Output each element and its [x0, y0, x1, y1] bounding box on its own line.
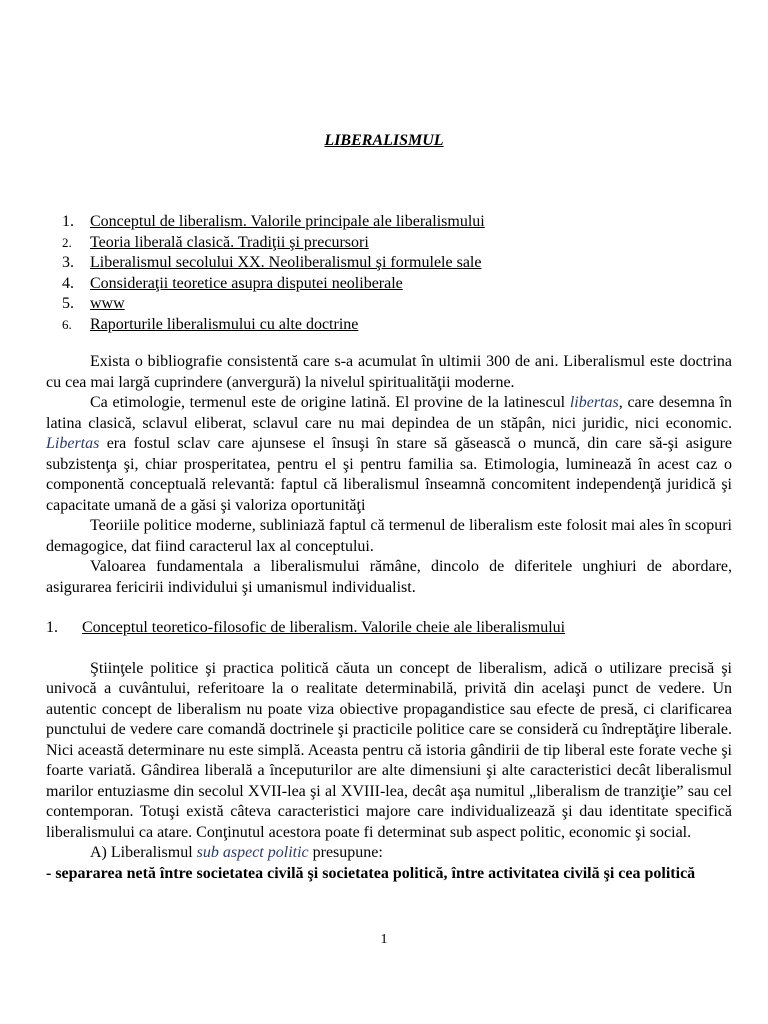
subsection-a	[46, 843, 732, 864]
document-title: LIBERALISMUL	[324, 132, 444, 149]
toc-number: 3.	[62, 254, 74, 272]
toc-item[interactable]	[62, 212, 742, 233]
text-run: , care desemna în latina clasică, sclavul eliberat, sclavul care nu mai depindea de un stăpân, nici juridic, nici economic.	[46, 394, 732, 432]
italic-term: libertas	[569, 394, 619, 411]
text-run: Ca etimologie, termenul este de origine latină. El provine de la latinescul	[90, 394, 570, 411]
intro-paragraph: Exista o bibliografie consistentă care s-a acumulat în ultimii 300 de ani. Liberalismul este doctrina cu cea mai largă cuprindere (anvergură) la nivelul spiritualităţii moderne.	[46, 353, 732, 391]
page-number: 1	[380, 932, 388, 947]
toc-link[interactable]: Teoria liberală clasică. Tradiţii şi precursori	[90, 233, 369, 251]
text-run: presupune:	[308, 844, 383, 861]
toc-link[interactable]: Conceptul de liberalism. Valorile principale ale liberalismului	[90, 213, 485, 230]
toc-number: 4.	[62, 274, 74, 292]
toc-number: 5.	[62, 295, 74, 313]
section-paragraph: Ştiinţele politice şi practica politică căuta un concept de liberalism, adică o utilizare precisă şi univocă a cuvântului, referitoare la o realitate determinabilă, privită din acelaşi punct de vedere. Un autentic concept de liberalism nu poate viza obiective propagandistice sau efecte de presă, ci clarificarea punctului de vedere care comandă doctrinele şi practicile politice care se consideră cu îndreptăţire liberale. Nici această determinare nu este simplă. Aceasta pentru că istoria gândirii de tip liberal este forate veche şi foarte variată. Gândirea liberală a începuturilor are alte dimensiuni şi alte caracteristici decât liberalismul marilor entuziasme din secolul XVII-lea şi al XVIII-lea, decât aşa numitul „liberalism de tranziţie” sau cel contemporan. Totuşi există câteva caracteristici majore care individualizează şi dau identitate specifică liberalismului ca atare. Conţinutul acestora poate fi determinat sub aspect politic, economic şi social.	[46, 659, 732, 841]
theories-paragraph: Teoriile politice moderne, subliniază faptul că termenul de liberalism este folosit mai ales în scopuri demagogice, dat fiind caracterul lax al conceptului.	[46, 517, 732, 555]
italic-term: sub aspect politic	[196, 844, 309, 861]
toc-link[interactable]: www	[90, 295, 125, 313]
document-body	[46, 352, 732, 884]
value-paragraph: Valoarea fundamentala a liberalismului rămâne, dincolo de diferitele unghiuri de abordare, asigurarea fericirii individului şi umanismul individualist.	[46, 558, 732, 596]
italic-term: Libertas	[46, 435, 100, 452]
toc-item[interactable]	[62, 315, 742, 336]
toc-item[interactable]	[62, 233, 742, 254]
section-title: Conceptul teoretico-filosofic de liberalism. Valorile cheie ale liberalismului	[82, 619, 566, 636]
section-heading	[46, 618, 732, 639]
text-run: era fostul sclav care ajunsese el însuşi în stare să găsească o muncă, din care să-şi asigure subzistenţa şi, chiar prosperitatea, pentru el şi pentru familia sa. Etimologia, luminează în acest caz o componentă conceptuală relevantă: faptul că liberalismul înseamnă concomitent independenţă juridică şi capacitate umană de a găsi şi valoriza oportunităţi	[46, 435, 732, 514]
bullet-item: - separarea netă între societatea civilă şi societatea politică, între activitatea civilă şi cea politică	[46, 864, 696, 882]
text-run: A) Liberalismul	[90, 844, 197, 861]
toc-item[interactable]	[62, 274, 742, 295]
toc-link[interactable]: Consideraţii teoretice asupra disputei neoliberale	[90, 274, 403, 292]
toc-number: 1.	[62, 213, 74, 230]
toc-number: 6.	[62, 316, 72, 332]
toc-number: 2.	[62, 234, 72, 250]
table-of-contents	[62, 212, 742, 336]
toc-link[interactable]: Liberalismul secolului XX. Neoliberalismul şi formulele sale	[90, 254, 482, 272]
toc-item[interactable]	[62, 294, 742, 315]
etymology-paragraph	[46, 393, 732, 516]
toc-item[interactable]	[62, 253, 742, 274]
section-number: 1.	[46, 619, 58, 636]
toc-link[interactable]: Raporturile liberalismului cu alte doctrine	[90, 315, 359, 333]
